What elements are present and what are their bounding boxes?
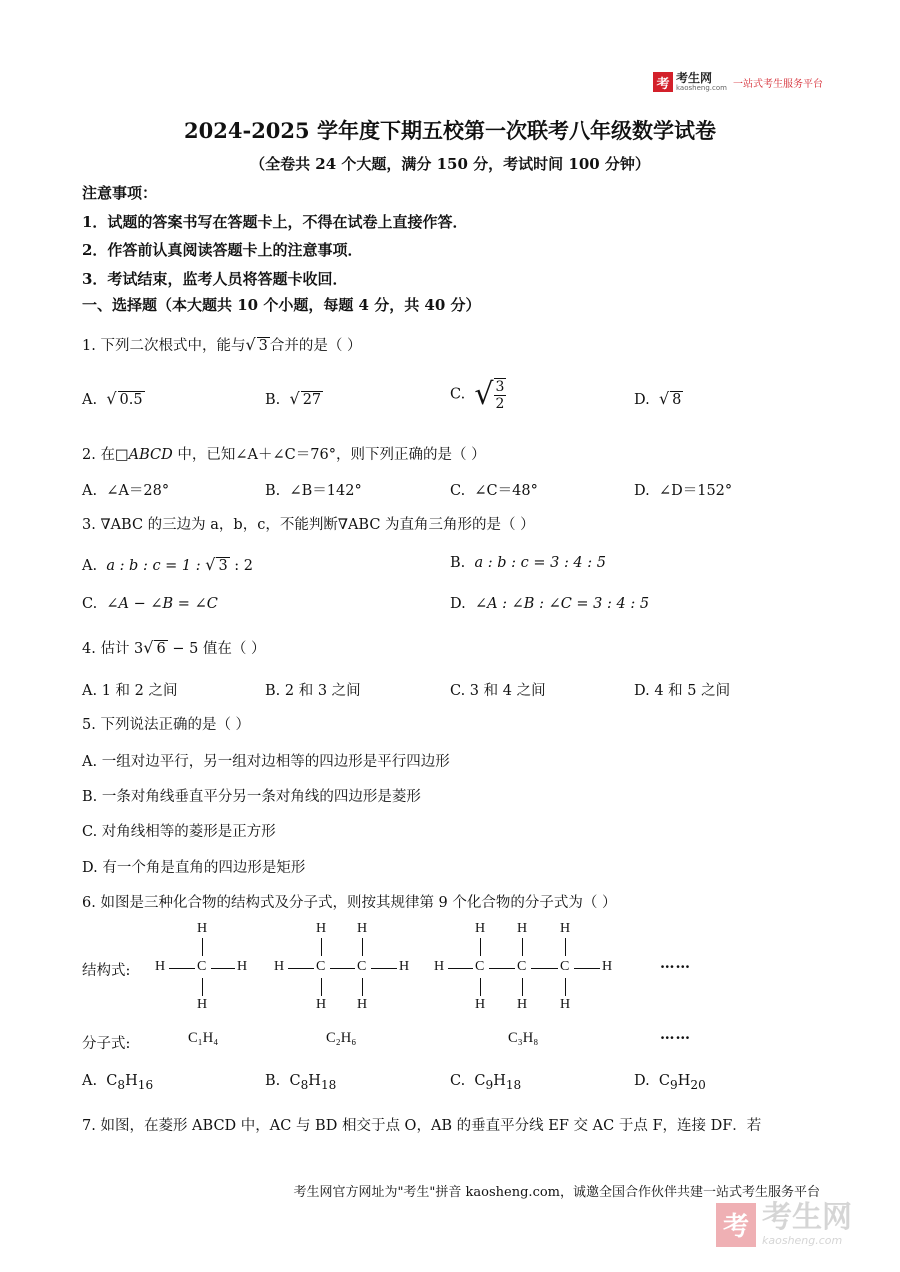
bond xyxy=(448,968,473,969)
q6-option-d: D. $C_9H_{20}$ xyxy=(634,1073,706,1092)
logo-slogan: 一站式考生服务平台 xyxy=(732,78,823,90)
atom-h: H xyxy=(475,921,486,936)
atom-h: H xyxy=(197,921,208,936)
question-1: 1. 下列二次根式中，能与√ 3 合并的是（ ） xyxy=(82,335,362,354)
bond xyxy=(211,968,235,969)
q1-stem: 1. 下列二次根式中，能与 xyxy=(82,338,246,354)
option-label: B. xyxy=(265,483,281,499)
option-radicand: 0.5 xyxy=(119,392,143,408)
q1-option-c: C. √ $\frac{3}{2}$ xyxy=(450,377,505,412)
footer-text: 考生网官方网址为"考生"拼音 kaosheng.com，诚邀全国合作伙伴共建一站式考生服务平台 xyxy=(293,1185,820,1200)
bond xyxy=(362,978,363,996)
question-4: 4. 估计 3√ 6 − 5 值在（ ） xyxy=(82,638,266,657)
page-title: 2024-2025 学年度下期五校第一次联考八年级数学试卷 xyxy=(184,118,716,143)
q1-stem-end: 合并的是（ ） xyxy=(269,338,362,354)
subscript-c: 8 xyxy=(117,1077,126,1092)
subscript-c: 9 xyxy=(670,1077,678,1092)
option-text: ∠B＝142° xyxy=(289,483,362,499)
q3-option-c xyxy=(82,596,218,612)
page-subtitle: （全卷共 24 个大题，满分 150 分，考试时间 100 分钟） xyxy=(250,155,650,173)
note-item-2: 2．作答前认真阅读答题卡上的注意事项． xyxy=(82,241,363,259)
atom-h: H xyxy=(357,997,368,1012)
atom-h: H xyxy=(399,959,410,974)
atom-h: H xyxy=(434,959,445,974)
bond xyxy=(522,978,523,996)
bond xyxy=(169,968,195,969)
option-text: ∠C＝48° xyxy=(474,483,538,499)
bond xyxy=(202,938,203,956)
formula-label: 分子式: xyxy=(82,1036,131,1052)
atom-h: H xyxy=(357,921,368,936)
atom-c: C xyxy=(560,959,570,974)
logo-domain: kaosheng.com xyxy=(676,84,727,92)
atom-c: C xyxy=(517,959,527,974)
option-label: D. xyxy=(450,596,466,612)
bond xyxy=(565,938,566,956)
option-radicand: 8 xyxy=(672,392,682,408)
subscript-c: 8 xyxy=(300,1077,309,1092)
atom-h: H xyxy=(517,997,528,1012)
q1-radicand: 3 xyxy=(258,338,268,354)
option-text: ∠A＝28° xyxy=(106,483,170,499)
formula-1: C₁H₄ xyxy=(188,1030,219,1046)
question-2 xyxy=(82,443,486,464)
atom-h: H xyxy=(517,921,528,936)
bond xyxy=(480,978,481,996)
bond xyxy=(565,978,566,996)
q1-option-a: A. √ 0.5 xyxy=(82,389,143,408)
option-label: A. xyxy=(82,483,98,499)
option-text: ∠D＝152° xyxy=(658,483,733,499)
option-radicand: 27 xyxy=(302,392,322,408)
formula-ellipsis: …… xyxy=(660,1026,691,1043)
option-text: ∠A : ∠B : ∠C = 3 : 4 : 5 xyxy=(474,596,650,612)
option-text: ∠A − ∠B = ∠C xyxy=(106,596,218,612)
bond xyxy=(330,968,355,969)
option-label: C. xyxy=(450,483,466,499)
watermark-icon: 考 xyxy=(716,1203,756,1247)
watermark-name: 考生网 xyxy=(762,1200,852,1235)
q3-option-a: A. a : b : c = 1 : √ 3 : 2 xyxy=(82,555,254,574)
q5-option-b: B. 一条对角线垂直平分另一条对角线的四边形是菱形 xyxy=(82,789,421,805)
q1-option-d: D. √ 8 xyxy=(634,389,682,408)
atom-c: C xyxy=(475,959,485,974)
option-label: D. xyxy=(634,483,650,499)
watermark-domain: kaosheng.com xyxy=(762,1234,843,1247)
atom-h: H xyxy=(197,997,208,1012)
q3-option-b xyxy=(450,555,606,571)
q6-option-c: C. $C_9H_{18}$ xyxy=(450,1073,522,1092)
bond xyxy=(574,968,600,969)
atom-c: C xyxy=(357,959,367,974)
question-6: 6. 如图是三种化合物的结构式及分子式，则按其规律第 9 个化合物的分子式为（ ） xyxy=(82,895,617,911)
atom-h: H xyxy=(155,959,166,974)
option-label: B. xyxy=(450,555,466,571)
option-label: A. xyxy=(82,558,98,574)
subscript-h: 18 xyxy=(320,1077,337,1092)
atom-h: H xyxy=(560,997,571,1012)
q6-option-a: A. $C_8H_{16}$ xyxy=(82,1073,154,1092)
question-5: 5. 下列说法正确的是（ ） xyxy=(82,717,251,733)
q4-stem: 4. 估计 3 xyxy=(82,641,144,657)
bond xyxy=(362,938,363,956)
atom-h: H xyxy=(316,921,327,936)
q2-stem: 2. 在□ xyxy=(82,447,129,463)
atom-h: H xyxy=(475,997,486,1012)
q4-option-c: C. 3 和 4 之间 xyxy=(450,683,546,699)
bond xyxy=(371,968,397,969)
option-label: A. xyxy=(82,392,98,408)
q2-option-a xyxy=(82,479,169,500)
atom-c: C xyxy=(316,959,326,974)
bond xyxy=(522,938,523,956)
q5-option-d: D. 有一个角是直角的四边形是矩形 xyxy=(82,860,306,876)
q2-shape: ABCD xyxy=(128,447,173,463)
subscript-h: 20 xyxy=(690,1077,706,1092)
q5-option-c: C. 对角线相等的菱形是正方形 xyxy=(82,824,276,840)
subscript-h: 16 xyxy=(137,1077,154,1092)
logo-name: 考生网 xyxy=(676,71,713,85)
brand-logo xyxy=(653,72,823,92)
option-label: C. xyxy=(450,1073,466,1089)
q4-radicand: 6 xyxy=(156,641,166,657)
option-label: B. xyxy=(265,392,281,408)
q4-stem-end: − 5 值在（ ） xyxy=(167,641,266,657)
atom-h: H xyxy=(560,921,571,936)
option-label: B. xyxy=(265,1073,281,1089)
section-heading: 一、选择题（本大题共 10 个小题，每题 4 分，共 40 分） xyxy=(82,296,481,314)
q5-option-a: A. 一组对边平行，另一组对边相等的四边形是平行四边形 xyxy=(82,754,450,770)
option-label: D. xyxy=(634,392,650,408)
q4-option-a: A. 1 和 2 之间 xyxy=(82,683,178,699)
option-text-end: : 2 xyxy=(229,558,254,574)
option-label: C. xyxy=(82,596,98,612)
option-label: A. xyxy=(82,1073,98,1089)
q2-stem-end: 中，已知∠A＋∠C＝76°，则下列正确的是（ ） xyxy=(172,447,486,463)
q3-option-d xyxy=(450,596,649,612)
note-item-3: 3．考试结束，监考人员将答题卡收回． xyxy=(82,270,348,288)
formula-2: C₂H₆ xyxy=(326,1030,357,1046)
q2-option-c xyxy=(450,479,538,500)
struct-label: 结构式: xyxy=(82,963,131,979)
bond xyxy=(288,968,314,969)
q1-option-b: B. √ 27 xyxy=(265,389,322,408)
atom-h: H xyxy=(237,959,248,974)
bond xyxy=(321,978,322,996)
option-text: a : b : c = 3 : 4 : 5 xyxy=(474,555,606,571)
q6-option-b: B. $C_8H_{18}$ xyxy=(265,1073,337,1092)
option-text: a : b : c = 1 : xyxy=(106,558,206,574)
subscript-h: 18 xyxy=(505,1077,522,1092)
atom-h: H xyxy=(274,959,285,974)
option-radicand: 3 xyxy=(218,558,228,574)
formula-3: C₃H₈ xyxy=(508,1030,539,1046)
q4-option-d: D. 4 和 5 之间 xyxy=(634,683,731,699)
bond xyxy=(321,938,322,956)
bond xyxy=(480,938,481,956)
logo-icon: 考 xyxy=(653,72,673,92)
q4-option-b: B. 2 和 3 之间 xyxy=(265,683,361,699)
q2-option-b xyxy=(265,479,362,500)
frac-num: 3 xyxy=(495,378,505,395)
atom-h: H xyxy=(602,959,613,974)
subscript-c: 9 xyxy=(485,1077,494,1092)
option-label: D. xyxy=(634,1073,650,1089)
bond xyxy=(202,978,203,996)
frac-den: 2 xyxy=(495,395,505,412)
structure-ellipsis: …… xyxy=(660,955,691,972)
option-label: C. xyxy=(450,386,466,403)
bond xyxy=(489,968,515,969)
q2-option-d xyxy=(634,479,732,500)
watermark xyxy=(716,1202,852,1247)
question-3: 3. ∇ABC 的三边为 a，b，c，不能判断∇ABC 为直角三角形的是（ ） xyxy=(82,517,535,533)
atom-c: C xyxy=(197,959,207,974)
atom-h: H xyxy=(316,997,327,1012)
bond xyxy=(531,968,558,969)
question-7: 7. 如图，在菱形 ABCD 中，AC 与 BD 相交于点 O，AB 的垂直平分线 EF 交 AC 于点 F，连接 DF．若 xyxy=(82,1118,762,1134)
note-item-1: 1．试题的答案书写在答题卡上，不得在试卷上直接作答． xyxy=(82,213,468,231)
notes-heading: 注意事项： xyxy=(82,184,158,202)
